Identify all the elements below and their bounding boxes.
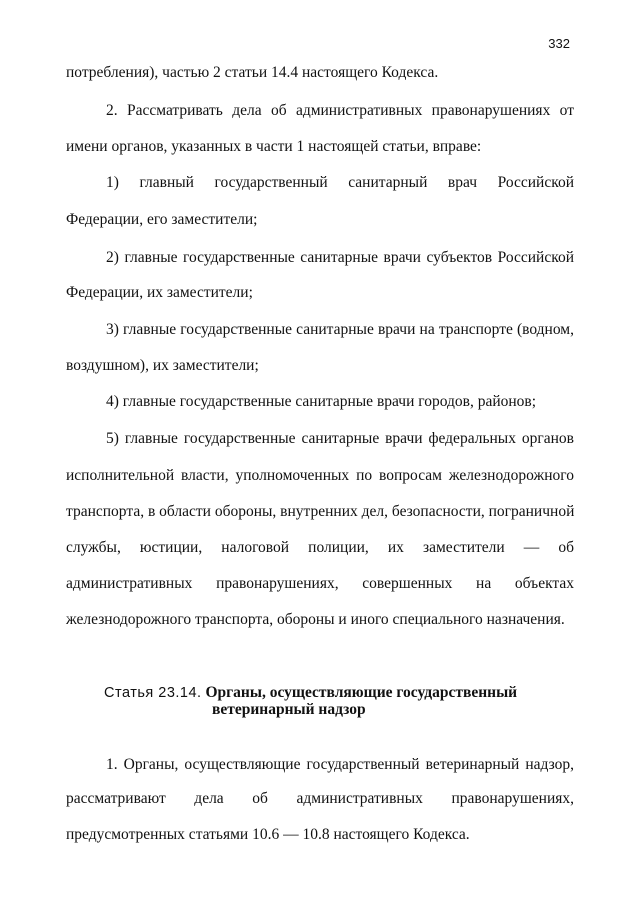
article-line: предусмотренных статьями 10.6 — 10.8 настоящего Кодекса. <box>66 826 470 843</box>
article-title: Органы, осуществляющие государственный <box>205 684 518 701</box>
body-line: административных правонарушениях, совершенных на объектах <box>66 575 574 592</box>
body-line: 5) главные государственные санитарные врачи федеральных органов <box>106 430 574 447</box>
page-number: 332 <box>548 36 570 51</box>
article-number: Статья 23.14. <box>104 685 202 701</box>
body-line: воздушном), их заместители; <box>66 357 259 374</box>
body-line: потребления), частью 2 статьи 14.4 настоящего Кодекса. <box>66 64 439 81</box>
body-line: 1) главный государственный санитарный врач Российской <box>106 174 574 191</box>
body-line: 2) главные государственные санитарные врачи субъектов Российской <box>106 249 574 266</box>
article-line: 1. Органы, осуществляющие государственный ветеринарный надзор, <box>106 756 574 773</box>
body-line: исполнительной власти, уполномоченных по вопросам железнодорожного <box>66 467 574 484</box>
article-heading <box>104 684 517 702</box>
body-line: транспорта, в области обороны, внутренних дел, безопасности, пограничной <box>66 503 575 520</box>
body-line: имени органов, указанных в части 1 настоящей статьи, вправе: <box>66 138 482 155</box>
body-line: 4) главные государственные санитарные врачи городов, районов; <box>106 393 537 410</box>
body-line: железнодорожного транспорта, обороны и иного специального назначения. <box>66 611 565 628</box>
article-title-continued: ветеринарный надзор <box>212 701 366 718</box>
body-line: 3) главные государственные санитарные врачи на транспорте (водном, <box>106 321 574 338</box>
body-line: службы, юстиции, налоговой полиции, их заместители — об <box>66 539 574 556</box>
body-line: 2. Рассматривать дела об административных правонарушениях от <box>106 102 574 119</box>
body-line: Федерации, его заместители; <box>66 211 258 228</box>
article-line: рассматривают дела об административных правонарушениях, <box>66 790 574 807</box>
body-line: Федерации, их заместители; <box>66 284 253 301</box>
